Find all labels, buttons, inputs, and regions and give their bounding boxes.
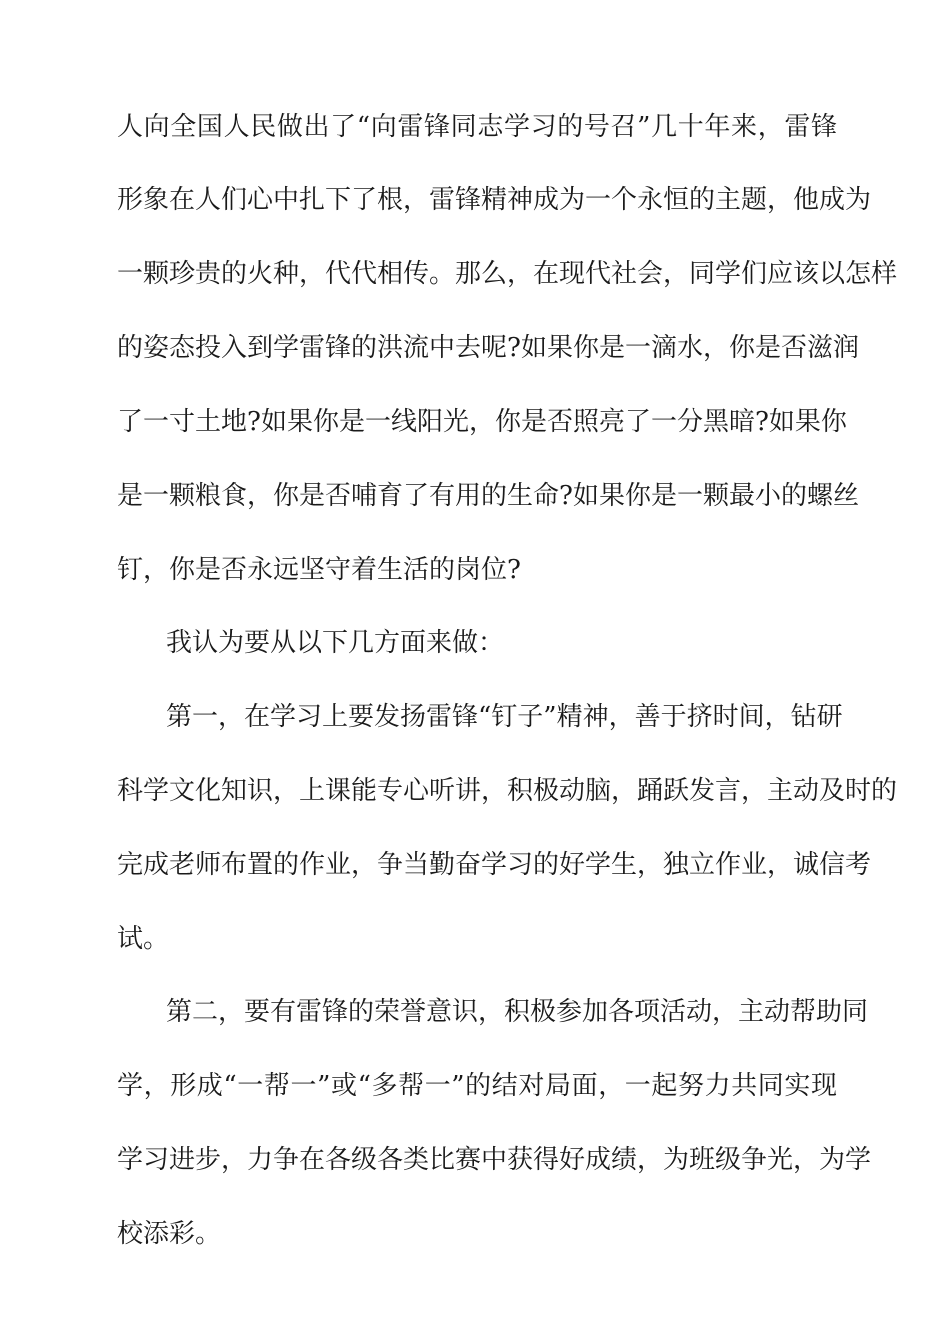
paragraph-intro: 我认为要从以下几方面来做： [166,628,505,658]
paragraph-second-start: 第二，要有雷锋的荣誉意识，积极参加各项活动，主动帮助同 [166,997,869,1027]
text-line: 学习进步，力争在各级各类比赛中获得好成绩，为班级争光，为学 [117,1145,872,1175]
text-line: 是一颗粮食，你是否哺育了有用的生命?如果你是一颗最小的螺丝 [117,481,859,511]
text-line: 校添彩。 [117,1219,222,1249]
text-line: 钉，你是否永远坚守着生活的岗位? [117,555,521,585]
text-line: 了一寸土地?如果你是一线阳光，你是否照亮了一分黑暗?如果你 [117,407,847,437]
paragraph-first-start: 第一，在学习上要发扬雷锋“钉子”精神，善于挤时间，钻研 [166,702,843,732]
text-line: 形象在人们心中扎下了根，雷锋精神成为一个永恒的主题，他成为 [117,185,872,215]
text-line: 科学文化知识，上课能专心听讲，积极动脑，踊跃发言，主动及时的 [117,776,898,806]
text-line: 的姿态投入到学雷锋的洪流中去呢?如果你是一滴水，你是否滋润 [117,333,859,363]
text-line: 学，形成“一帮一”或“多帮一”的结对局面，一起努力共同实现 [117,1071,837,1101]
text-line: 人向全国人民做出了“向雷锋同志学习的号召”几十年来，雷锋 [117,112,837,142]
text-line: 完成老师布置的作业，争当勤奋学习的好学生，独立作业，诚信考 [117,850,872,880]
text-line: 一颗珍贵的火种，代代相传。那么，在现代社会，同学们应该以怎样 [117,259,898,289]
text-line: 试。 [117,924,170,954]
